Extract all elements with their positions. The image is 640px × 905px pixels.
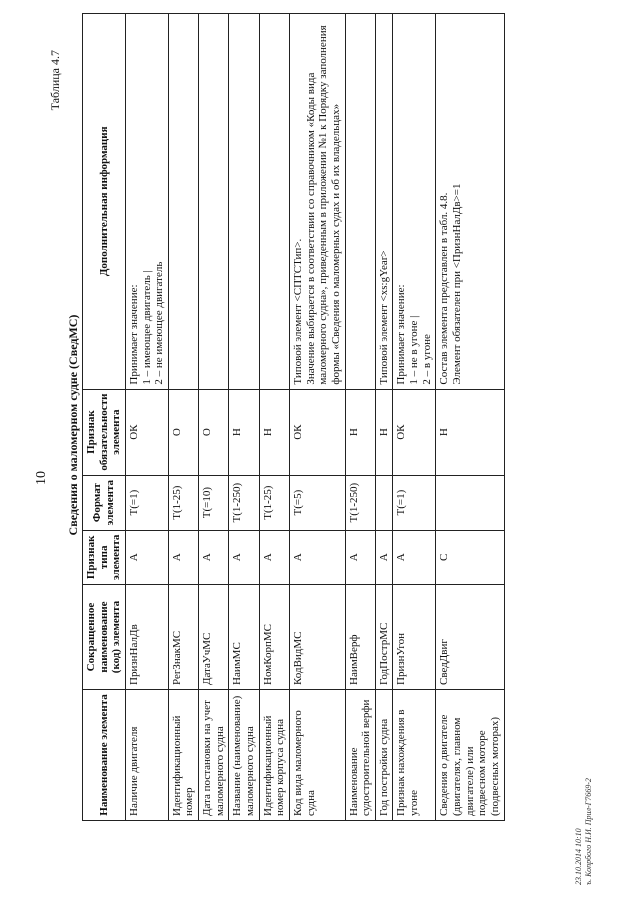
cell-element-code: ДатаУчМС: [199, 585, 229, 690]
cell-element-format: [436, 475, 504, 530]
cell-element-required: Н: [259, 389, 289, 475]
cell-element-format: Т(1-250): [229, 475, 259, 530]
cell-element-code: РегЗнакМС: [168, 585, 198, 690]
footer-stamp: [574, 778, 593, 885]
cell-element-required: О: [168, 389, 198, 475]
info-line: Элемент обязателен при <ПризнНалДв>=1: [451, 183, 464, 385]
table-row: [229, 14, 259, 821]
cell-additional-info: [393, 14, 436, 390]
cell-element-code: ГодПострМС: [375, 585, 393, 690]
info-line: Состав элемента представлен в табл. 4.8.: [438, 192, 451, 385]
cell-element-type: А: [125, 530, 168, 584]
cell-additional-info: [199, 14, 229, 390]
cell-element-required: Н: [375, 389, 393, 475]
cell-element-type: А: [345, 530, 375, 584]
cell-additional-info: [345, 14, 375, 390]
cell-element-required: ОК: [393, 389, 436, 475]
cell-element-type: С: [436, 530, 504, 584]
header-name: Наименование элемента: [83, 690, 126, 821]
cell-element-name: Дата постановки на учет маломерного судна: [199, 690, 229, 821]
info-line: 1 – имеющее двигатель |: [140, 270, 153, 385]
info-line: Принимает значение:: [127, 284, 140, 385]
cell-element-code: КодВидМС: [289, 585, 345, 690]
cell-element-required: Н: [345, 389, 375, 475]
cell-element-type: А: [259, 530, 289, 584]
cell-element-type: А: [375, 530, 393, 584]
cell-element-type: А: [229, 530, 259, 584]
info-line: 2 – не имеющее двигатель: [153, 261, 166, 385]
cell-element-format: [375, 475, 393, 530]
cell-element-format: Т(=1): [125, 475, 168, 530]
info-line: Значение выбирается в соответствии со справочником «Коды вида маломерного судна», приведенным в приложении №1 к Порядку заполнения формы «Сведения о маломерных судах и об их владельцах»: [304, 25, 342, 385]
cell-additional-info: [229, 14, 259, 390]
table-row: [375, 14, 393, 821]
cell-additional-info: [436, 14, 504, 390]
cell-element-type: А: [393, 530, 436, 584]
table-label: Таблица 4.7: [48, 50, 62, 111]
table-header-row: [83, 14, 126, 821]
cell-element-name: Год постройки судна: [375, 690, 393, 821]
cell-element-required: ОК: [125, 389, 168, 475]
elements-table: [82, 13, 505, 821]
cell-element-format: Т(=1): [393, 475, 436, 530]
cell-element-name: Название (наименование) маломерного судна: [229, 690, 259, 821]
table-row: [436, 14, 504, 821]
table-row: [289, 14, 345, 821]
cell-element-format: Т(1-25): [168, 475, 198, 530]
cell-element-code: НаимВерф: [345, 585, 375, 690]
cell-element-format: Т(1-25): [259, 475, 289, 530]
cell-additional-info: [375, 14, 393, 390]
cell-additional-info: [168, 14, 198, 390]
info-line: Типовой элемент <xs:gYear>: [377, 250, 390, 385]
table-caption: Сведения о маломерном судне (СведМС): [66, 314, 80, 536]
cell-element-type: А: [289, 530, 345, 584]
table-row: [393, 14, 436, 821]
cell-element-code: ПризнУгон: [393, 585, 436, 690]
cell-element-format: Т(1-250): [345, 475, 375, 530]
table-row: [168, 14, 198, 821]
header-code: Сокращенное наименование (код) элемента: [83, 585, 126, 690]
header-required: Признак обязательности элемента: [83, 389, 126, 475]
cell-additional-info: [289, 14, 345, 390]
cell-element-type: А: [168, 530, 198, 584]
table-row: [125, 14, 168, 821]
cell-additional-info: [125, 14, 168, 390]
cell-additional-info: [259, 14, 289, 390]
cell-element-required: Н: [229, 389, 259, 475]
footer-line: ъ. Копрбого Н.И. Прил-Г7669-2: [583, 778, 593, 885]
cell-element-code: СведДвиг: [436, 585, 504, 690]
cell-element-name: Код вида маломерного судна: [289, 690, 345, 821]
cell-element-required: О: [199, 389, 229, 475]
info-line: Принимает значение:: [395, 284, 408, 385]
cell-element-name: Наименование судостроительной верфи: [345, 690, 375, 821]
cell-element-format: Т(=10): [199, 475, 229, 530]
cell-element-name: Идентификационный номер корпуса судна: [259, 690, 289, 821]
cell-element-name: Наличие двигателя: [125, 690, 168, 821]
info-line: 2 – в угоне: [420, 334, 433, 385]
cell-element-name: Сведения о двигателе (двигателях, главном двигателе) или подвесном моторе (подвесных моторах): [436, 690, 504, 821]
info-line: 1 – не в угоне |: [408, 315, 421, 385]
cell-element-name: Идентификационный номер: [168, 690, 198, 821]
table-row: [345, 14, 375, 821]
header-format: Формат элемента: [83, 475, 126, 530]
cell-element-required: Н: [436, 389, 504, 475]
cell-element-required: ОК: [289, 389, 345, 475]
footer-line: 23.10.2014 10:10: [574, 828, 583, 885]
table-row: [199, 14, 229, 821]
cell-element-code: НаимМС: [229, 585, 259, 690]
page-number: 10: [34, 471, 49, 485]
cell-element-type: А: [199, 530, 229, 584]
header-info: Дополнительная информация: [83, 14, 126, 390]
cell-element-code: НомКорпМС: [259, 585, 289, 690]
table-row: [259, 14, 289, 821]
cell-element-name: Признак нахождения в угоне: [393, 690, 436, 821]
info-line: Типовой элемент <СПТСТип>.: [291, 238, 304, 385]
cell-element-format: Т(=5): [289, 475, 345, 530]
header-type: Признак типа элемента: [83, 530, 126, 584]
cell-element-code: ПризнНалДв: [125, 585, 168, 690]
